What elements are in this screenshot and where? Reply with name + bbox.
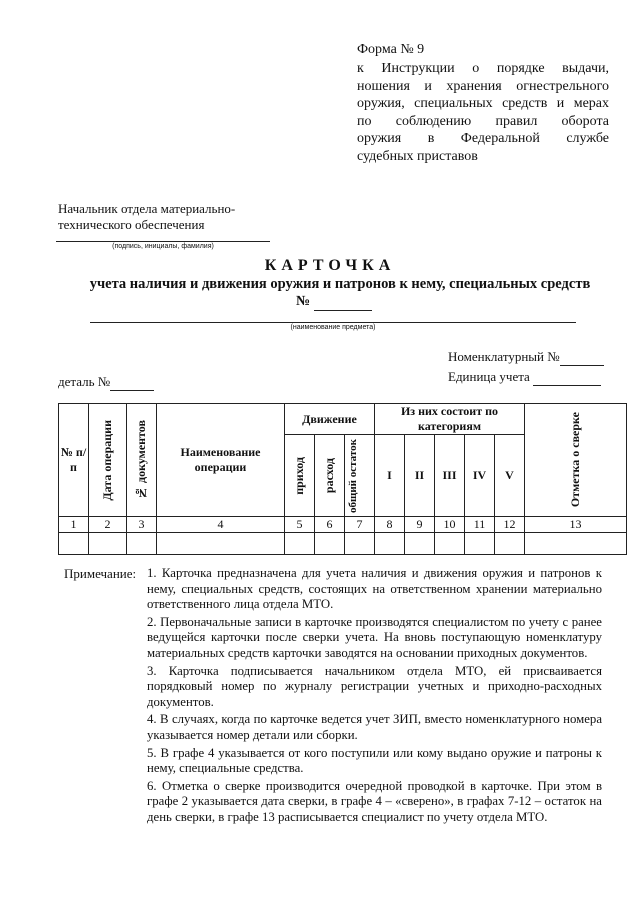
header-documents-text: № документов — [134, 420, 148, 500]
instruction-line: судебных приставов — [357, 148, 478, 164]
table-cell[interactable] — [59, 533, 89, 555]
card-number — [296, 294, 372, 311]
note-item: 4. В случаях, когда по карточке ведется учет ЗИП, вместо номенклатурного номера указывается номер детали или сборки. — [147, 712, 602, 742]
approver-block — [58, 201, 235, 233]
item-name-caption: (наименование предмета) — [290, 324, 376, 331]
signature-caption: (подпись, инициалы, фамилия) — [112, 243, 214, 250]
table-cell[interactable] — [127, 533, 157, 555]
header-no: № п/п — [59, 404, 89, 517]
note-item: 2. Первоначальные записи в карточке производятся специалистом по учету с ранее ведущейся карточки после сверки учета. На вновь поступающую номенклатуру материальных средств карточки заводятся на основании приходных документов. — [147, 614, 602, 660]
instruction-line: оружия, специальных средств и мерах — [357, 96, 609, 111]
table-cell[interactable] — [375, 533, 405, 555]
col-number: 4 — [157, 517, 285, 533]
header-movement: Движение — [285, 404, 375, 435]
note-item: 5. В графе 4 указывается от кого поступили или кому выдано оружие и патроны к нему, специальные средства. — [147, 745, 602, 776]
table-cell[interactable] — [285, 533, 315, 555]
unit-of-account — [448, 369, 601, 386]
col-number: 2 — [89, 517, 127, 533]
approver-line: Начальник отдела материально- — [58, 201, 236, 216]
instruction-line: по соблюдению правил оборота — [357, 113, 609, 129]
table-cell[interactable] — [465, 533, 495, 555]
header-date-text: Дата операции — [100, 419, 114, 501]
detail-label: деталь № — [58, 374, 111, 389]
header-category-1: I — [375, 435, 405, 517]
signature-line[interactable] — [56, 241, 270, 242]
unit-field[interactable] — [533, 369, 601, 386]
unit-label: Единица учета — [448, 369, 530, 384]
col-number: 3 — [127, 517, 157, 533]
table-row — [59, 533, 627, 555]
detail-field[interactable] — [110, 374, 154, 391]
header-categories: Из них состоит по категориям — [375, 404, 525, 435]
note-item: 6. Отметка о сверке производится очередной проводкой в карточке. При этом в графе 2 указывается дата сверки, в графе 4 – «сверено», в графах 7-12 – остаток на день сверки, в графе 13 расписывается специалист по учету отдела МТО. — [147, 778, 602, 824]
header-category-5: V — [495, 435, 525, 517]
note-item: 3. Карточка подписывается начальником отдела МТО, ей присваивается порядковый номер по журналу регистрации учетных и приходно-расходных документов. — [147, 663, 602, 709]
table-cell[interactable] — [435, 533, 465, 555]
header-check-text: Отметка о сверке — [568, 412, 582, 508]
table-cell[interactable] — [495, 533, 525, 555]
col-number: 12 — [495, 517, 525, 533]
col-number: 10 — [435, 517, 465, 533]
instruction-line: оружия в Федеральной службе — [357, 131, 609, 146]
table-cell[interactable] — [525, 533, 627, 555]
notes-list — [147, 566, 602, 828]
page-subtitle: учета наличия и движения оружия и патронов к нему, специальных средств — [89, 276, 591, 292]
col-number: 1 — [59, 517, 89, 533]
accounting-table — [58, 403, 627, 555]
header-category-4: IV — [465, 435, 495, 517]
col-number: 11 — [465, 517, 495, 533]
note-item: 1. Карточка предназначена для учета наличия и движения оружия и патронов к нему, специальных средств, состоящих на ответственном хранении материально ответственного лица отдела МТО. — [147, 566, 602, 612]
card-number-field[interactable] — [314, 294, 372, 311]
card-number-label: № — [296, 294, 311, 309]
header-expense — [315, 435, 345, 517]
table-cell[interactable] — [345, 533, 375, 555]
item-name-line[interactable] — [90, 322, 576, 323]
col-number: 6 — [315, 517, 345, 533]
col-number: 13 — [525, 517, 627, 533]
header-check — [525, 404, 627, 517]
header-expense-text: расход — [322, 457, 336, 494]
nomenclature-field[interactable] — [560, 349, 604, 366]
header-income — [285, 435, 315, 517]
header-operation-name: Наименование операции — [157, 404, 285, 517]
header-documents — [127, 404, 157, 517]
header-balance-text: общий остаток — [346, 438, 359, 513]
col-number: 8 — [375, 517, 405, 533]
header-date — [89, 404, 127, 517]
form-number: Форма № 9 — [357, 42, 425, 57]
table-cell[interactable] — [157, 533, 285, 555]
header-category-3: III — [435, 435, 465, 517]
instruction-reference — [357, 60, 609, 165]
col-number: 5 — [285, 517, 315, 533]
page-title: КАРТОЧКА — [264, 257, 396, 274]
header-income-text: приход — [292, 456, 306, 495]
nomenclature-label: Номенклатурный № — [448, 349, 560, 364]
notes-label: Примечание: — [64, 566, 137, 581]
header-category-2: II — [405, 435, 435, 517]
approver-line: технического обеспечения — [58, 217, 205, 232]
instruction-line: ношения и хранения огнестрельного — [357, 78, 609, 94]
header-balance — [345, 435, 375, 517]
table-cell[interactable] — [89, 533, 127, 555]
table-cell[interactable] — [405, 533, 435, 555]
col-number: 9 — [405, 517, 435, 533]
nomenclature-number — [448, 349, 604, 366]
table-cell[interactable] — [315, 533, 345, 555]
instruction-line: к Инструкции о порядке выдачи, — [357, 61, 609, 76]
col-number: 7 — [345, 517, 375, 533]
detail-number — [58, 374, 154, 391]
